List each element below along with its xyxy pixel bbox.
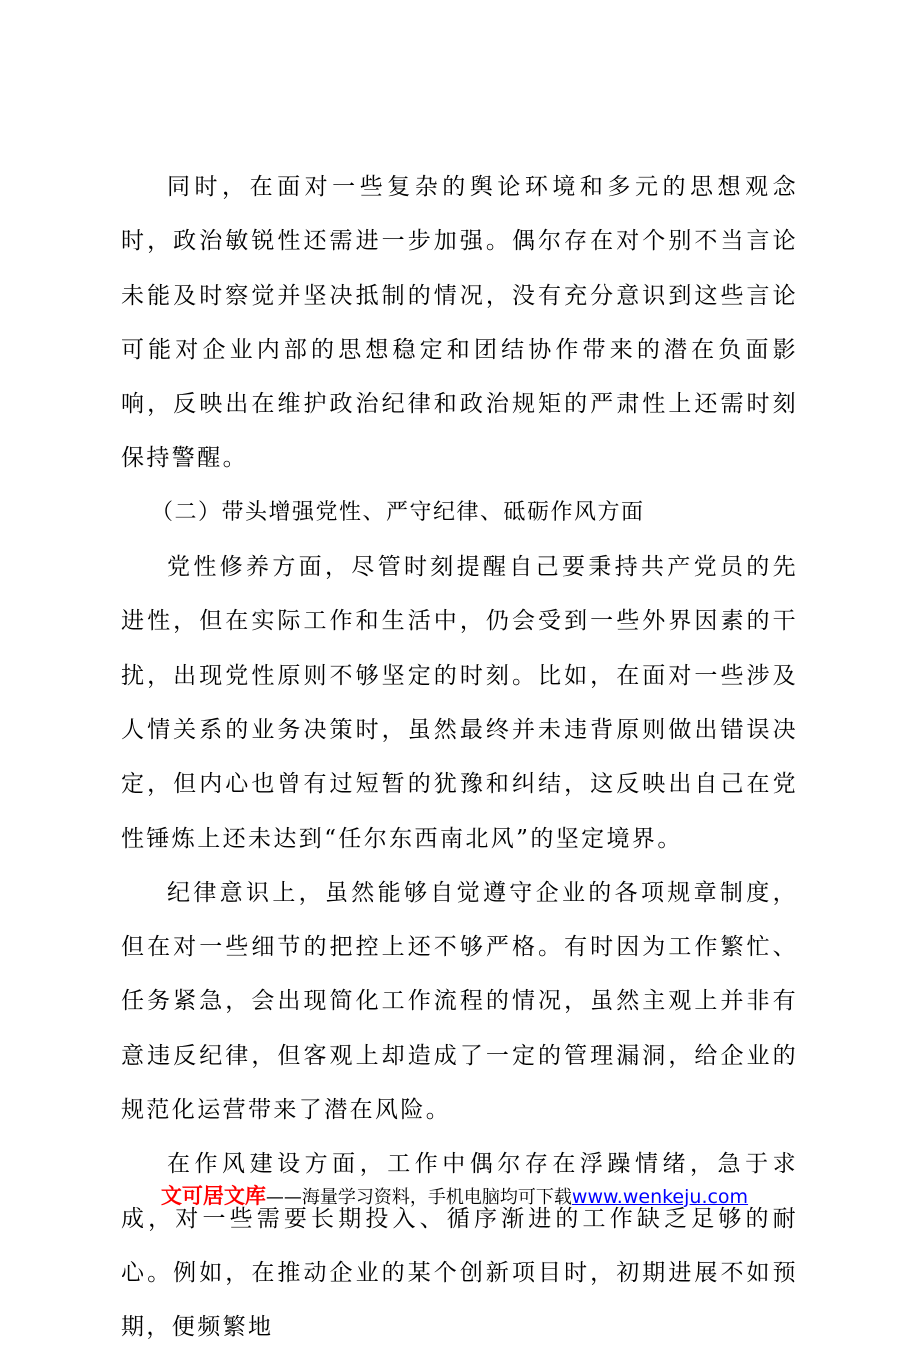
footer-banner xyxy=(0,1178,909,1216)
paragraph-political-sensitivity: 同时，在面对一些复杂的舆论环境和多元的思想观念时，政治敏锐性还需进一步加强。偶尔存在对个别不当言论未能及时察觉并坚决抵制的情况，没有充分意识到这些言论可能对企业内部的思想稳定和团结协作带来的潜在负面影响，反映出在维护政治纪律和政治规矩的严肃性上还需时刻保持警醒。 xyxy=(121,174,798,472)
paragraph-party-spirit: 党性修养方面，尽管时刻提醒自己要秉持共产党员的先进性，但在实际工作和生活中，仍会受到一些外界因素的干扰，出现党性原则不够坚定的时刻。比如，在面对一些涉及人情关系的业务决策时，虽然最终并未违背原则做出错误决定，但内心也曾有过短暂的犹豫和纠结，这反映出自己在党性锤炼上还未达到“任尔东西南北风”的坚定境界。 xyxy=(121,554,798,852)
footer-tagline: ——海量学习资料，手机电脑均可下载 xyxy=(265,1187,572,1208)
paragraph-discipline: 纪律意识上，虽然能够自觉遵守企业的各项规章制度，但在对一些细节的把控上还不够严格。有时因为工作繁忙、任务紧急，会出现简化工作流程的情况，虽然主观上并非有意违反纪律，但客观上却造成了一定的管理漏洞，给企业的规范化运营带来了潜在风险。 xyxy=(121,879,798,1124)
section-heading: （二）带头增强党性、严守纪律、砥砺作风方面 xyxy=(151,499,645,525)
footer-link[interactable]: www.wenkeju.com xyxy=(571,1186,749,1208)
paragraph-work-style: 在作风建设方面，工作中偶尔存在浮躁情绪，急于求成，对一些需要长期投入、循序渐进的工作缺乏足够的耐心。例如，在推动企业的某个创新项目时，初期进展不如预期，便频繁地 xyxy=(121,1151,798,1341)
footer-brand: 文可居文库 xyxy=(160,1184,266,1208)
document-body xyxy=(121,160,798,1355)
